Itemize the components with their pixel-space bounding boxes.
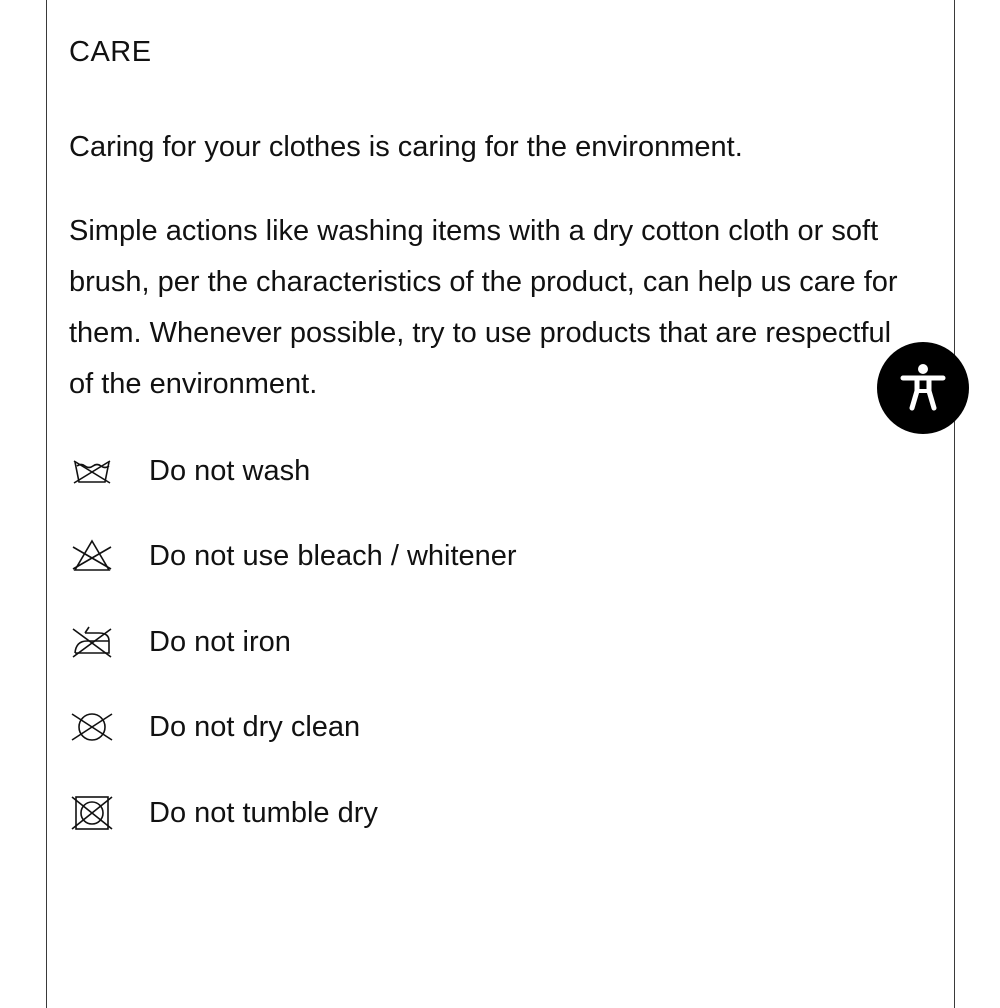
- care-item-do-not-wash: [69, 448, 517, 533]
- care-item-do-not-tumble-dry: [69, 790, 517, 875]
- care-description: Simple actions like washing items with a dry cotton cloth or soft brush, per the characteristics of the product, can help us care for them. Whenever possible, try to use products that are respectful of the environment.: [69, 215, 898, 400]
- do-not-wash-icon: [69, 448, 115, 494]
- do-not-dry-clean-icon: [69, 704, 115, 750]
- care-item-do-not-iron: [69, 619, 517, 704]
- care-intro: Caring for your clothes is caring for the environment.: [69, 131, 743, 163]
- do-not-iron-icon: [69, 619, 115, 665]
- do-not-bleach-icon: [69, 533, 115, 579]
- accessibility-button[interactable]: [877, 342, 969, 434]
- care-item-label: Do not iron: [149, 625, 291, 658]
- care-item-label: Do not use bleach / whitener: [149, 540, 517, 573]
- do-not-tumble-dry-icon: [69, 790, 115, 836]
- care-item-label: Do not wash: [149, 455, 311, 487]
- care-item-do-not-dry-clean: [69, 704, 517, 789]
- care-item-do-not-bleach: [69, 533, 517, 618]
- accessibility-person-icon: [893, 358, 953, 418]
- care-item-label: Do not tumble dry: [149, 796, 378, 829]
- care-item-label: Do not dry clean: [149, 711, 361, 744]
- care-instructions-list: [69, 448, 517, 875]
- section-title: CARE: [69, 36, 152, 68]
